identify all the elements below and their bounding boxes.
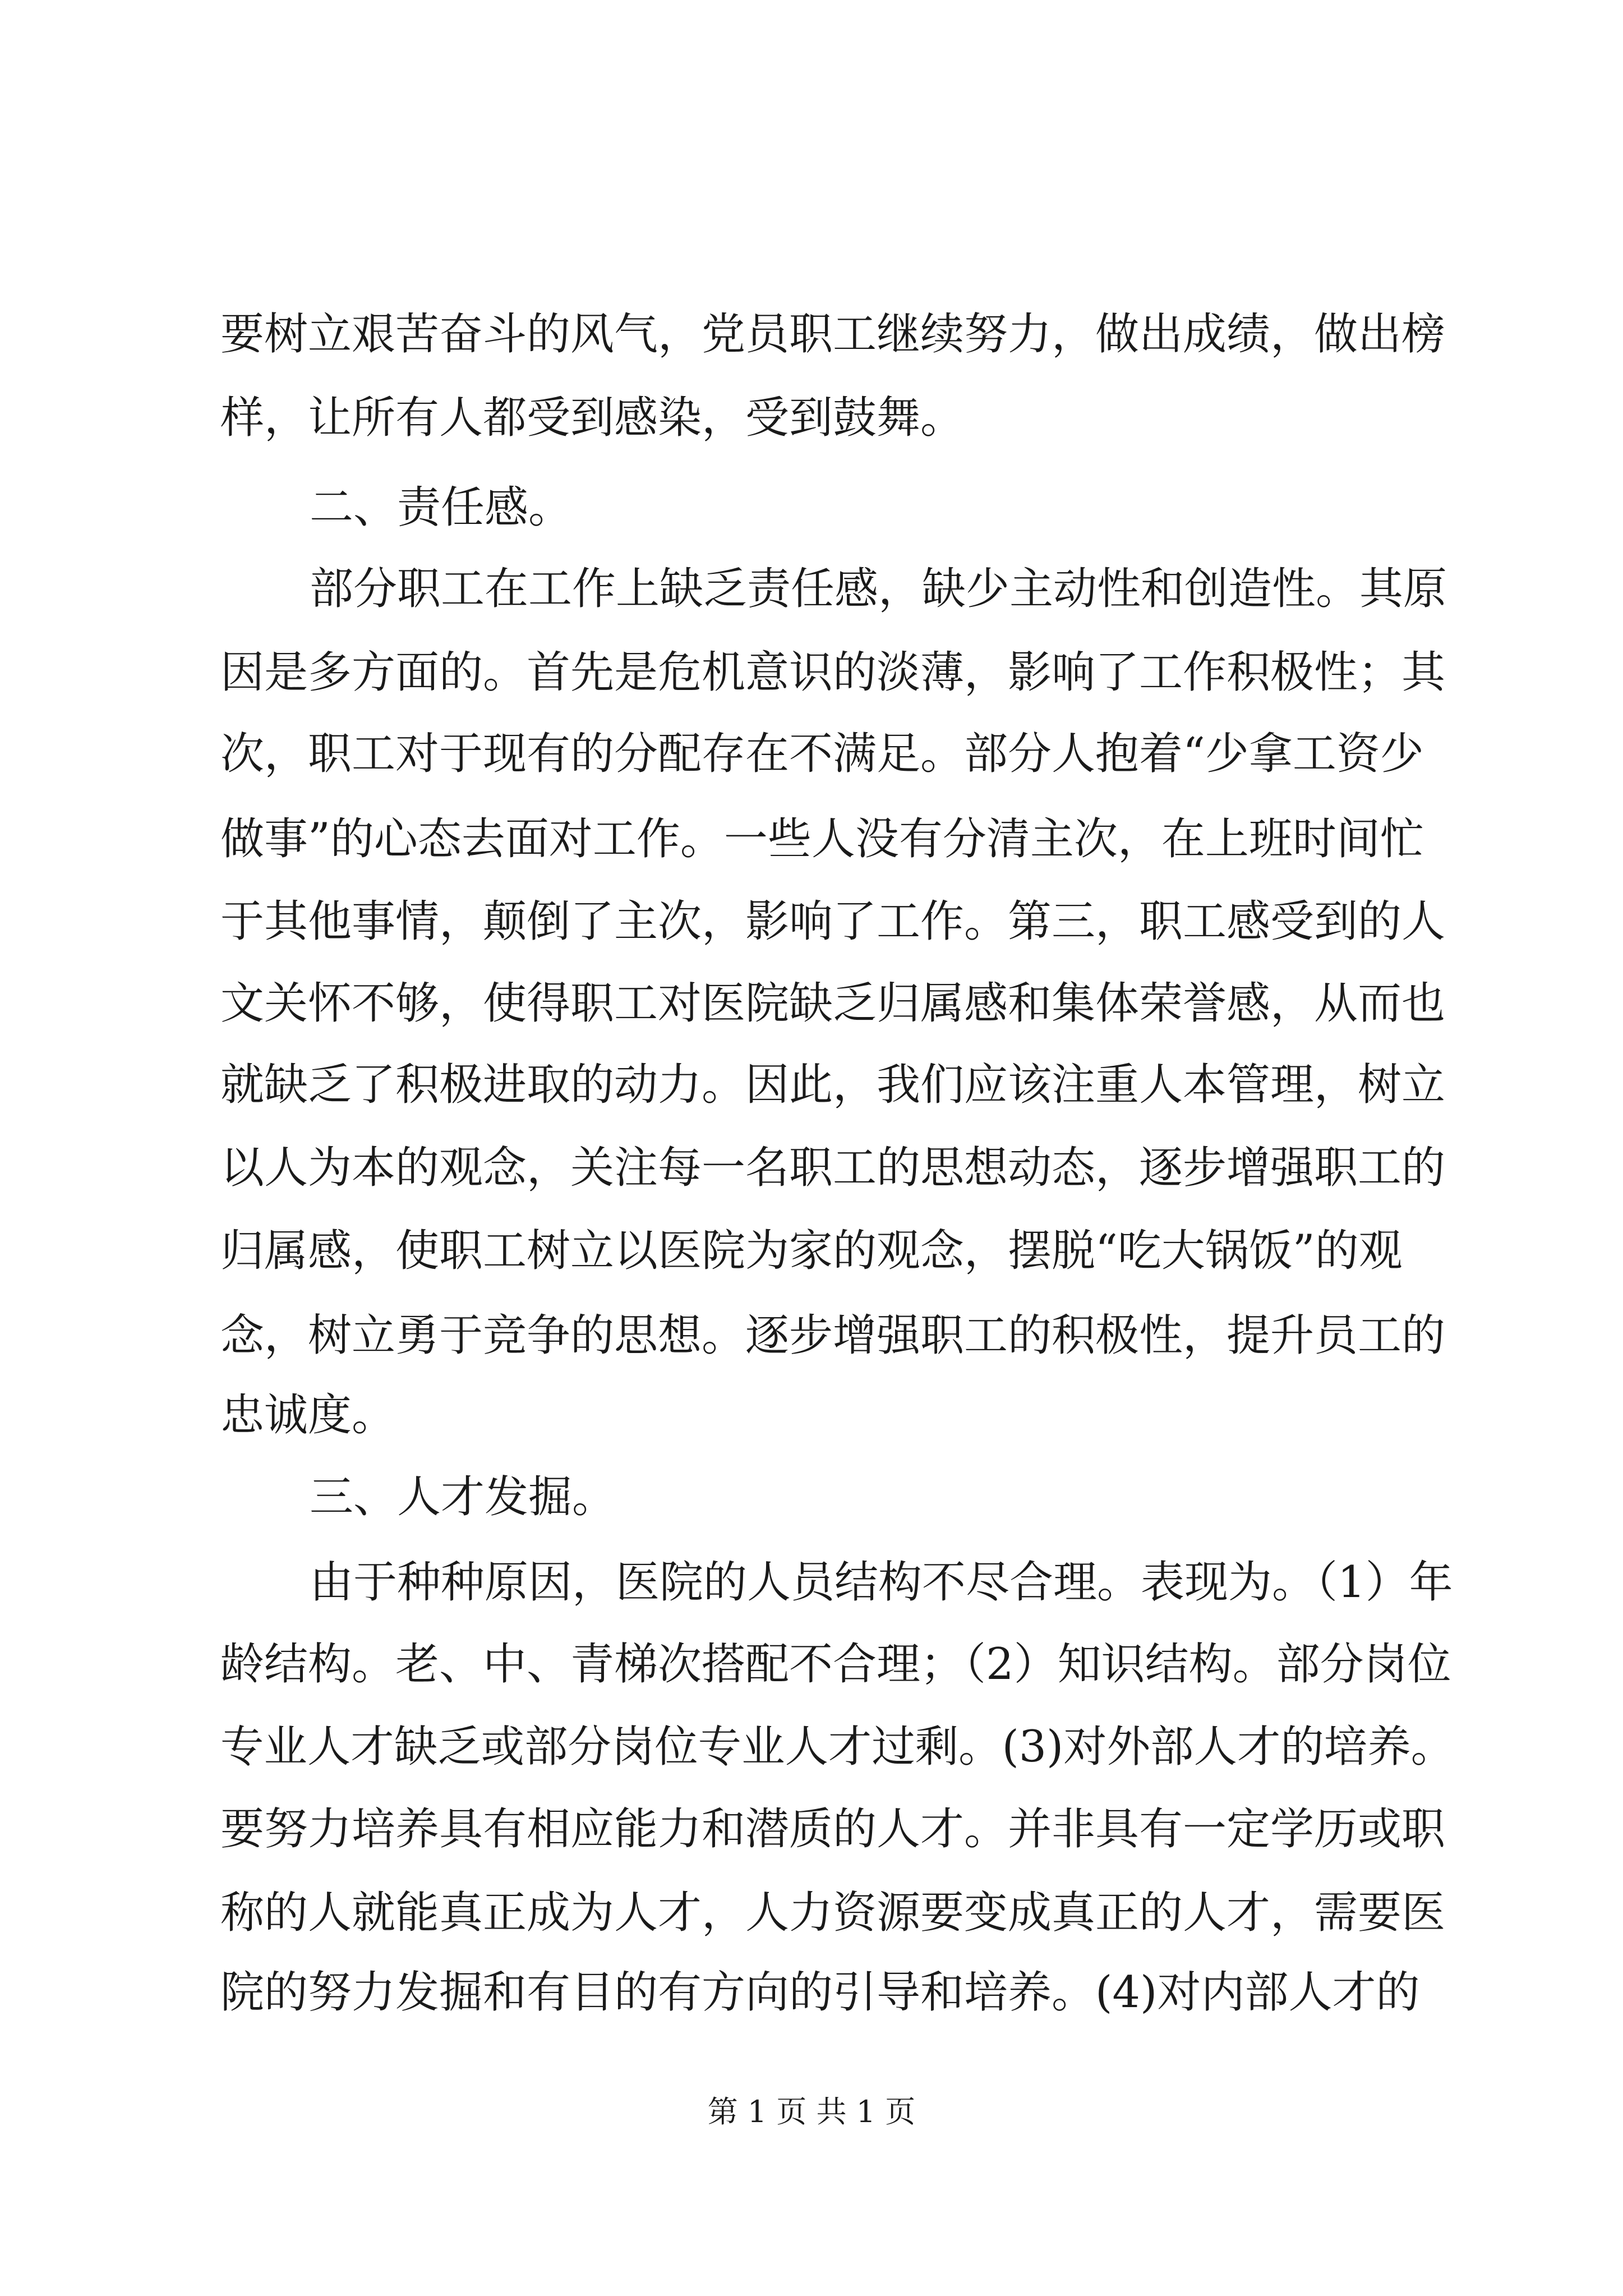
text-line: 因是多方面的。首先是危机意识的淡薄，影响了工作积极性；其: [220, 647, 1446, 698]
text-line: 次，职工对于现有的分配存在不满足。部分人抱着“少拿工资少: [220, 729, 1424, 779]
text-line: 要树立艰苦奋斗的风气，党员职工继续努力，做出成绩，做出榜: [220, 309, 1446, 360]
text-line: 文关怀不够，使得职工对医院缺乏归属感和集体荣誉感，从而也: [220, 978, 1446, 1029]
text-line: 做事”的心态去面对工作。一些人没有分清主次，在上班时间忙: [220, 814, 1424, 864]
text-line: 院的努力发掘和有目的有方向的引导和培养。(4)对内部人才的: [220, 1967, 1420, 2018]
text-line: 于其他事情，颠倒了主次，影响了工作。第三，职工感受到的人: [220, 896, 1446, 947]
section-heading: 二、责任感。: [310, 482, 573, 533]
text-line: 以人为本的观念，关注每一名职工的思想动态，逐步增强职工的: [220, 1143, 1446, 1193]
section-heading: 三、人才发掘。: [310, 1472, 616, 1522]
text-line: 就缺乏了积极进取的动力。因此，我们应该注重人本管理，树立: [220, 1060, 1446, 1110]
text-line: 忠诚度。: [220, 1390, 396, 1441]
text-line: 称的人就能真正成为人才，人力资源要变成真正的人才，需要医: [220, 1888, 1446, 1938]
page-number-footer: 第 1 页 共 1 页: [707, 2094, 916, 2129]
text-line: 专业人才缺乏或部分岗位专业人才过剩。(3)对外部人才的培养。: [220, 1722, 1455, 1772]
paragraph-first-line: 由于种种原因，医院的人员结构不尽合理。表现为。（1）年: [310, 1557, 1453, 1608]
text-line: 归属感，使职工树立以医院为家的观念，摆脱“吃大锅饭”的观: [220, 1226, 1403, 1276]
text-line: 样，让所有人都受到感染，受到鼓舞。: [220, 393, 965, 443]
text-line: 念，树立勇于竞争的思想。逐步增强职工的积极性，提升员工的: [220, 1310, 1446, 1361]
text-line: 要努力培养具有相应能力和潜质的人才。并非具有一定学历或职: [220, 1804, 1446, 1855]
text-line: 龄结构。老、中、青梯次搭配不合理；（2）知识结构。部分岗位: [220, 1639, 1451, 1690]
paragraph-first-line: 部分职工在工作上缺乏责任感，缺少主动性和创造性。其原: [310, 564, 1447, 614]
